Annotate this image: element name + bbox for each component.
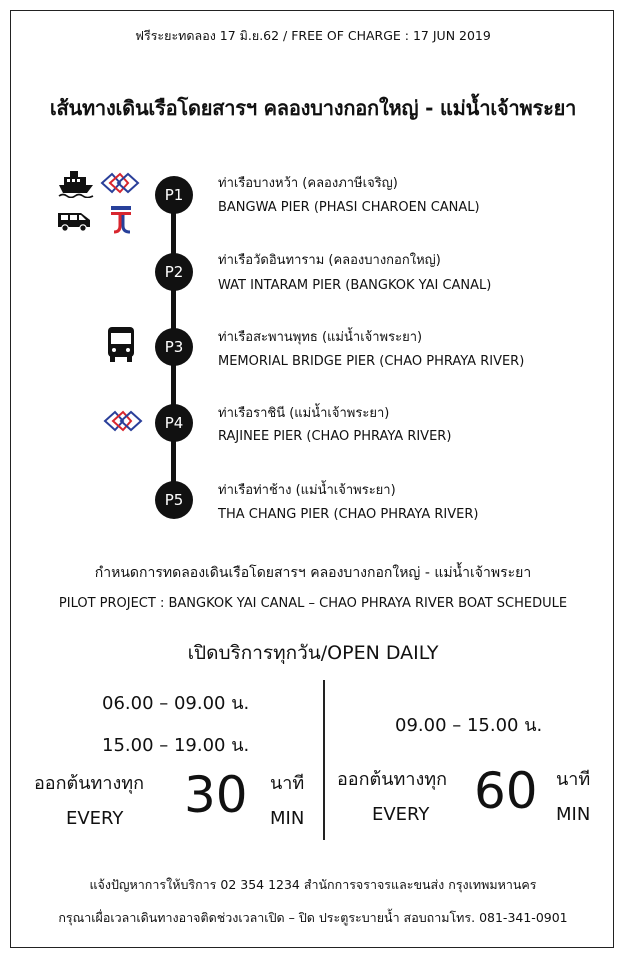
stop-marker-p4: P4 xyxy=(155,404,193,442)
mrt-icon xyxy=(103,410,143,432)
time-range: 06.00 – 09.00 น. xyxy=(102,693,250,714)
stop-marker-p1: P1 xyxy=(155,176,193,214)
time-range: 09.00 – 15.00 น. xyxy=(395,715,543,736)
interval-value: 60 xyxy=(474,762,538,820)
time-range: 15.00 – 19.00 น. xyxy=(102,735,250,756)
every-label: EVERY xyxy=(66,808,124,829)
bts-icon xyxy=(109,204,135,234)
every-label: EVERY xyxy=(372,804,430,825)
free-of-charge-notice: ฟรีระยะทดลอง 17 มิ.ย.62 / FREE OF CHARGE : 17 JUN 2019 xyxy=(135,28,491,43)
depart-label-th: ออกต้นทางทุก xyxy=(337,769,448,790)
depart-label-th: ออกต้นทางทุก xyxy=(34,773,145,794)
interval-value: 30 xyxy=(184,766,248,824)
stop-marker-p2: P2 xyxy=(155,253,193,291)
stop-name-th: ท่าเรือบางหว้า (คลองภาษีเจริญ) xyxy=(218,176,398,191)
floodgate-warning: กรุณาเผื่อเวลาเดินทางอาจติดช่วงเวลาเปิด – ปิด ประตูระบายน้ำ สอบถามโทร. 081-341-0901 xyxy=(58,910,568,925)
stop-name-en: BANGWA PIER (PHASI CHAROEN CANAL) xyxy=(218,200,480,215)
stop-marker-p5: P5 xyxy=(155,481,193,519)
boat-icon xyxy=(58,170,94,198)
stop-name-en: MEMORIAL BRIDGE PIER (CHAO PHRAYA RIVER) xyxy=(218,354,525,369)
unit-label-th: นาที xyxy=(556,769,591,790)
unit-label-th: นาที xyxy=(270,773,305,794)
stop-name-th: ท่าเรือสะพานพุทธ (แม่น้ำเจ้าพระยา) xyxy=(218,330,423,345)
unit-label-en: MIN xyxy=(556,804,591,825)
van-icon xyxy=(55,208,93,232)
schedule-title-th: กำหนดการทดลองเดินเรือโดยสารฯ คลองบางกอกใหญ่ - แม่น้ำเจ้าพระยา xyxy=(94,565,532,581)
contact-info: แจ้งปัญหาการให้บริการ 02 354 1234 สำนักการจราจรและขนส่ง กรุงเทพมหานคร xyxy=(89,877,537,892)
schedule-divider xyxy=(323,680,325,840)
stop-name-th: ท่าเรือราชินี (แม่น้ำเจ้าพระยา) xyxy=(218,406,390,421)
stop-name-th: ท่าเรือท่าช้าง (แม่น้ำเจ้าพระยา) xyxy=(218,483,396,498)
stop-name-th: ท่าเรือวัดอินทาราม (คลองบางกอกใหญ่) xyxy=(218,253,441,268)
stop-name-en: RAJINEE PIER (CHAO PHRAYA RIVER) xyxy=(218,429,452,444)
bus-icon xyxy=(105,325,137,363)
open-daily-heading: เปิดบริการทุกวัน/OPEN DAILY xyxy=(187,642,439,664)
stop-marker-p3: P3 xyxy=(155,328,193,366)
unit-label-en: MIN xyxy=(270,808,305,829)
mrt-icon xyxy=(100,172,140,194)
route-title: เส้นทางเดินเรือโดยสารฯ คลองบางกอกใหญ่ - แม่น้ำเจ้าพระยา xyxy=(49,96,577,120)
stop-name-en: THA CHANG PIER (CHAO PHRAYA RIVER) xyxy=(218,507,479,522)
schedule-title-en: PILOT PROJECT : BANGKOK YAI CANAL – CHAO PHRAYA RIVER BOAT SCHEDULE xyxy=(58,596,568,611)
stop-name-en: WAT INTARAM PIER (BANGKOK YAI CANAL) xyxy=(218,278,492,293)
